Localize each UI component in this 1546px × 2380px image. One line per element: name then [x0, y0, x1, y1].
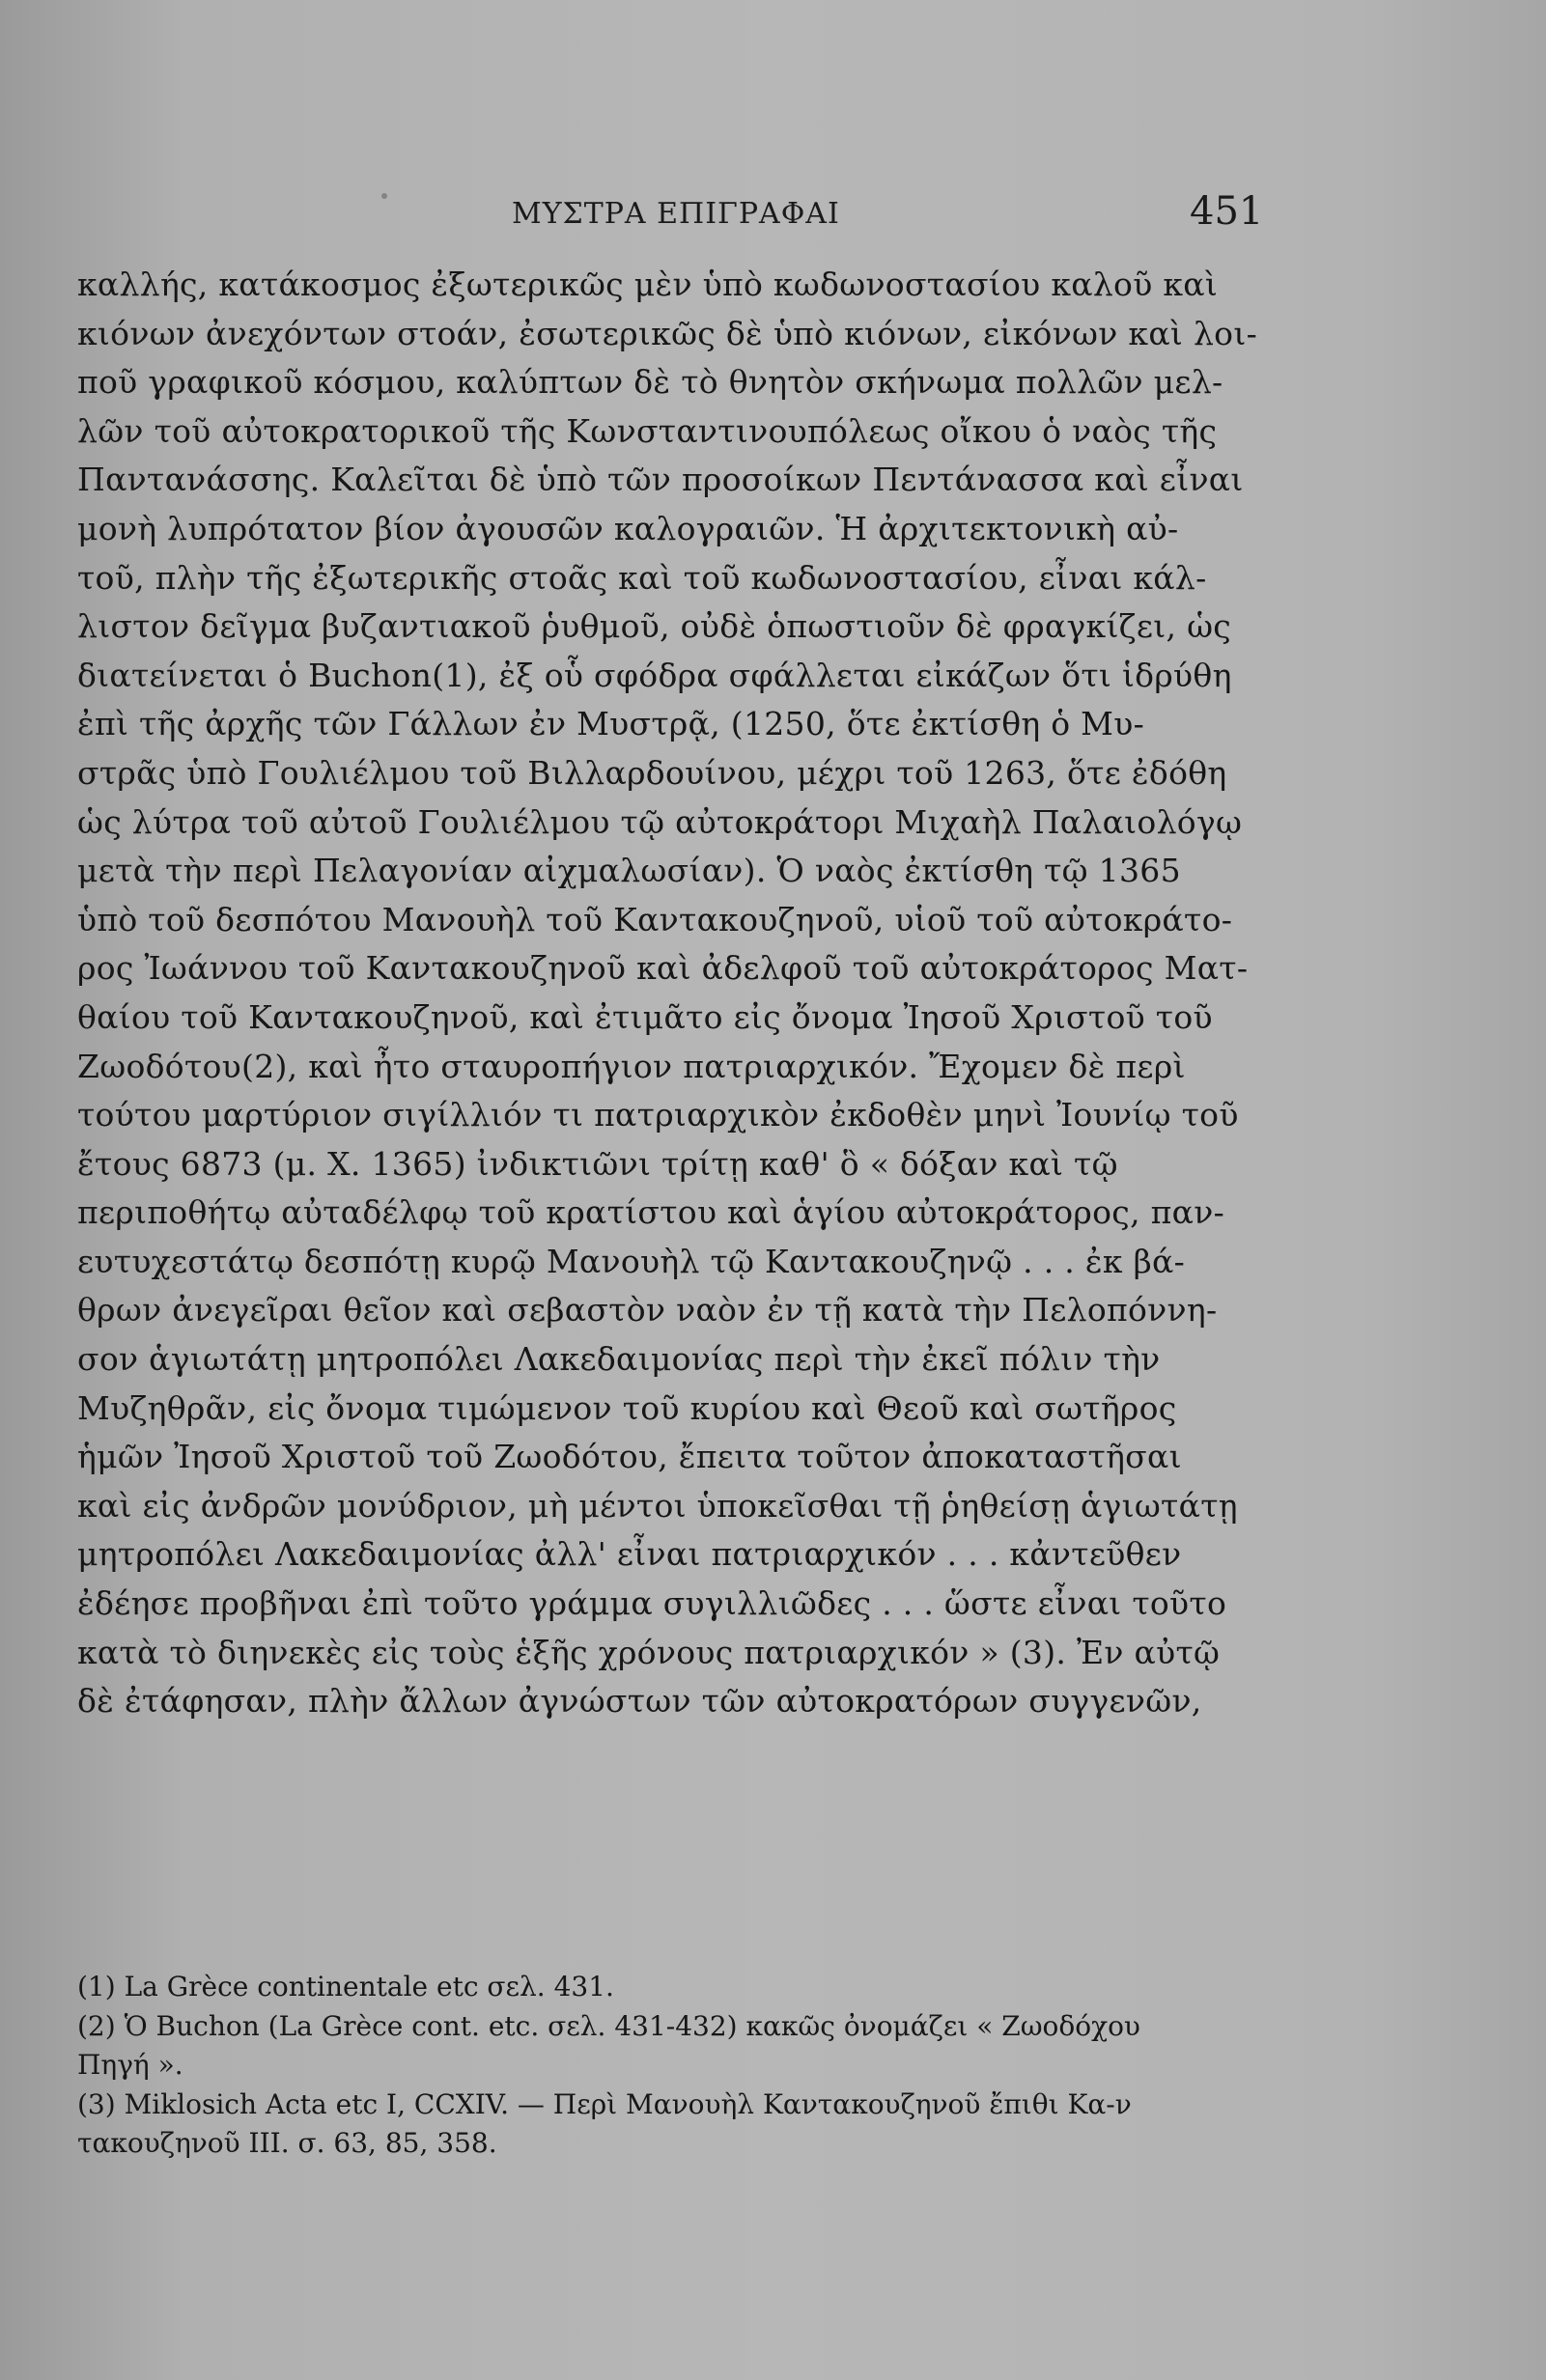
text-line: στρᾶς ὑπὸ Γουλιέλμου τοῦ Βιλλαρδουίνου, μέχρι τοῦ 1263, ὅτε ἐδόθη — [77, 753, 1227, 792]
text-line: ἐπὶ τῆς ἀρχῆς τῶν Γάλλων ἐν Μυστρᾷ, (1250, ὅτε ἐκτίσθη ὁ Μυ- — [77, 705, 1145, 743]
text-line: κιόνων ἀνεχόντων στοάν, ἐσωτερικῶς δὲ ὑπὸ κιόνων, εἰκόνων καὶ λοι- — [77, 314, 1258, 352]
page-header — [0, 189, 1546, 247]
text-line: μητροπόλει Λακεδαιμονίας ἀλλ' εἶναι πατριαρχικόν . . . κἀντεῦθεν — [77, 1535, 1182, 1574]
text-line: ὡς λύτρα τοῦ αὐτοῦ Γουλιέλμου τῷ αὐτοκράτορι Μιχαὴλ Παλαιολόγῳ — [77, 802, 1243, 841]
text-line: τούτου μαρτύριον σιγίλλιόν τι πατριαρχικὸν ἐκδοθὲν μηνὶ Ἰουνίῳ τοῦ — [77, 1096, 1239, 1134]
text-line: μονὴ λυπρότατον βίον ἀγουσῶν καλογραιῶν. Ἡ ἀρχιτεκτονικὴ αὐ- — [77, 509, 1179, 547]
text-line: καὶ εἰς ἀνδρῶν μονύδριον, μὴ μέντοι ὑποκεῖσθαι τῇ ῥηθείσῃ ἁγιωτάτῃ — [77, 1486, 1238, 1525]
footnote-line: Πηγή ». — [77, 2049, 183, 2081]
text-line: ὑπὸ τοῦ δεσπότου Μανουὴλ τοῦ Καντακουζηνοῦ, υἱοῦ τοῦ αὐτοκράτο- — [77, 900, 1233, 938]
text-line: λῶν τοῦ αὐτοκρατορικοῦ τῆς Κωνσταντινουπόλεως οἴκου ὁ ναὸς τῆς — [77, 411, 1218, 450]
footnote-line: (2) Ὁ Buchon (La Grèce cont. etc. σελ. 431-432) κακῶς ὀνομάζει « Ζωοδόχου — [77, 2009, 1140, 2042]
footnote-line: τακουζηνοῦ III. σ. 63, 85, 358. — [77, 2127, 497, 2159]
text-line: καλλής, κατάκοσμος ἐξωτερικῶς μὲν ὑπὸ κωδωνοστασίου καλοῦ καὶ — [77, 266, 1219, 303]
text-line: μετὰ τὴν περὶ Πελαγονίαν αἰχμαλωσίαν). Ὁ ναὸς ἐκτίσθη τῷ 1365 — [77, 852, 1181, 890]
text-line: Μυζηθρᾶν, εἰς ὄνομα τιμώμενον τοῦ κυρίου καὶ Θεοῦ καὶ σωτῆρος — [77, 1388, 1177, 1427]
text-line: Παντανάσσης. Καλεῖται δὲ ὑπὸ τῶν προσοίκων Πεντάνασσα καὶ εἶναι — [77, 461, 1244, 499]
text-line: κατὰ τὸ διηνεκὲς εἰς τοὺς ἑξῆς χρόνους πατριαρχικόν » (3). Ἐν αὐτῷ — [77, 1633, 1221, 1671]
text-line: ποῦ γραφικοῦ κόσμου, καλύπτων δὲ τὸ θνητὸν σκήνωμα πολλῶν μελ- — [77, 363, 1223, 402]
text-line: ευτυχεστάτῳ δεσπότῃ κυρῷ Μανουὴλ τῷ Καντακουζηνῷ . . . ἐκ βά- — [77, 1242, 1186, 1280]
text-line: ἐδέησε προβῆναι ἐπὶ τοῦτο γράμμα συγιλλιῶδες . . . ὥστε εἶναι τοῦτο — [77, 1584, 1227, 1623]
text-line: διατείνεται ὁ Buchon(1), ἐξ οὗ σφόδρα σφάλλεται εἰκάζων ὅτι ἱδρύθη — [77, 656, 1232, 694]
page-number: 451 — [1190, 189, 1264, 234]
text-line: ἔτους 6873 (μ. Χ. 1365) ἰνδικτιῶνι τρίτῃ καθ' ὃ « δόξαν καὶ τῷ — [77, 1144, 1118, 1183]
text-line: ἡμῶν Ἰησοῦ Χριστοῦ τοῦ Ζωοδότου, ἔπειτα τοῦτον ἀποκαταστῆσαι — [77, 1438, 1182, 1476]
text-line: Ζωοδότου(2), καὶ ἦτο σταυροπήγιον πατριαρχικόν. Ἔχομεν δὲ περὶ — [77, 1047, 1186, 1085]
text-line: τοῦ, πλὴν τῆς ἐξωτερικῆς στοᾶς καὶ τοῦ κωδωνοστασίου, εἶναι κάλ- — [77, 558, 1207, 597]
text-line: περιποθήτῳ αὐταδέλφῳ τοῦ κρατίστου καὶ ἁγίου αὐτοκράτορος, παν- — [77, 1193, 1225, 1232]
text-line: λιστον δεῖγμα βυζαντιακοῦ ῥυθμοῦ, οὐδὲ ὁπωστιοῦν δὲ φραγκίζει, ὡς — [77, 607, 1232, 646]
text-line: θαίου τοῦ Καντακουζηνοῦ, καὶ ἐτιμᾶτο εἰς ὄνομα Ἰησοῦ Χριστοῦ τοῦ — [77, 997, 1213, 1036]
footnote-line: (3) Miklosich Acta etc I, CCXIV. — Περὶ Μανουὴλ Καντακουζηνοῦ ἔπιθι Κα-ν — [77, 2087, 1132, 2120]
text-line: δὲ ἐτάφησαν, πλὴν ἄλλων ἀγνώστων τῶν αὐτοκρατόρων συγγενῶν, — [77, 1682, 1202, 1721]
main-text — [77, 261, 1275, 1726]
text-line: θρων ἀνεγεῖραι θεῖον καὶ σεβαστὸν ναὸν ἐν τῇ κατὰ τὴν Πελοπόννη- — [77, 1291, 1218, 1330]
footnotes — [77, 1968, 1275, 2164]
text-line: σον ἁγιωτάτῃ μητροπόλει Λακεδαιμονίας περὶ τὴν ἐκεῖ πόλιν τὴν — [77, 1340, 1161, 1379]
text-line: ρος Ἰωάννου τοῦ Καντακουζηνοῦ καὶ ἀδελφοῦ τοῦ αὐτοκράτορος Ματ- — [77, 949, 1249, 988]
footnote-line: (1) La Grèce continentale etc σελ. 431. — [77, 1971, 614, 2002]
running-title: ΜΥΣΤΡΑ ΕΠΙΓΡΑΦΑΙ — [512, 197, 840, 231]
